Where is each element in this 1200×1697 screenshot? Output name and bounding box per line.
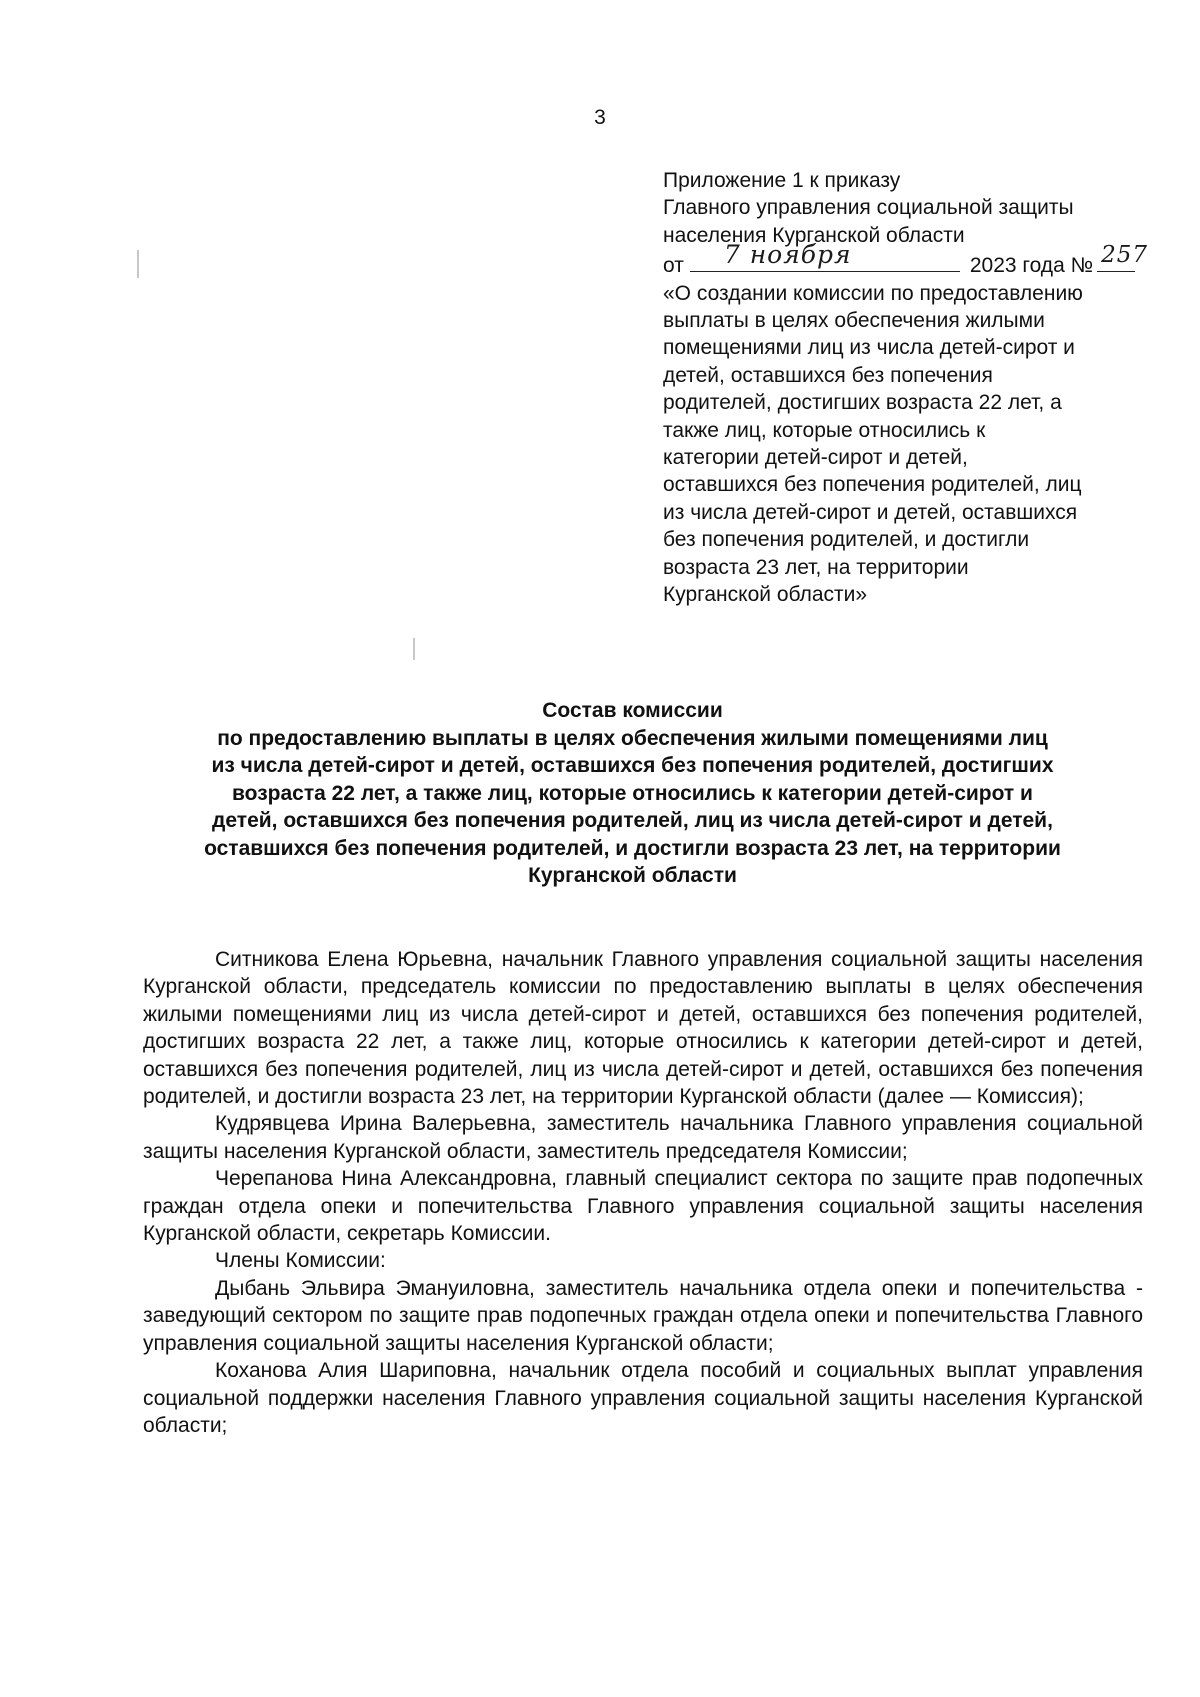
subject-line: без попечения родителей, и достигли	[663, 528, 1030, 552]
scan-artifact	[413, 638, 415, 660]
member-paragraph: Дыбань Эльвира Эмануиловна, заместитель начальника отдела опеки и попечительства - заведующий сектором по защите прав подопечных граждан отдела опеки и попечительства Главного управления социальной защиты населения Курганской области;	[143, 1276, 1143, 1355]
title-line: детей, оставшихся без попечения родителей, лиц из числа детей-сирот и детей,	[212, 809, 1053, 832]
subject-line: «О создании комиссии по предоставлению	[663, 281, 1083, 305]
order-number-field	[1097, 242, 1149, 272]
appendix-header	[663, 167, 1163, 609]
appendix-line: населения Курганской области	[663, 223, 965, 247]
document-title	[120, 697, 1145, 890]
secretary-paragraph: Черепанова Нина Александровна, главный специалист сектора по защите прав подопечных граждан отдела опеки и попечительства Главного управления социальной защиты населения Курганской области, секретарь Комиссии.	[143, 1167, 1143, 1246]
subject-line: оставшихся без попечения родителей, лиц	[663, 473, 1082, 497]
subject-line: помещениями лиц из числа детей-сирот и	[663, 336, 1075, 360]
title-line: оставшихся без попечения родителей, и достигли возраста 23 лет, на территории	[204, 836, 1061, 860]
member-paragraph: Коханова Алия Шариповна, начальник отдела пособий и социальных выплат управления социальной поддержки населения Главного управления социальной защиты населения Курганской области;	[143, 1359, 1143, 1437]
title-line: Курганской области	[528, 864, 737, 887]
subject-line: Курганской области»	[663, 583, 868, 607]
subject-line: также лиц, которые относились к	[663, 418, 986, 442]
subject-line: из числа детей-сирот и детей, оставшихся	[663, 500, 1078, 524]
subject-line: категории детей-сирот и детей,	[663, 446, 968, 470]
year-text: 2023 года №	[969, 254, 1094, 278]
handwritten-date: 7 ноября	[723, 240, 852, 270]
appendix-line: Приложение 1 к приказу	[663, 169, 901, 192]
subject-line: детей, оставшихся без попечения	[663, 363, 993, 387]
chairman-paragraph: Ситникова Елена Юрьевна, начальник Главного управления социальной защиты населения Курганской области, председатель комиссии по предоставлению выплаты в целях обеспечения жилыми помещениями лиц из числа детей-сирот и детей, оставшихся без попечения родителей, достигших возраста 22 лет, а также лиц, которые относились к категории детей-сирот и детей, оставшихся без попечения родителей, лиц из числа детей-сирот и детей, оставшихся без попечения родителей, и достигли возраста 23 лет, на территории Курганской области (далее — Комиссия);	[143, 948, 1143, 1109]
subject-line: выплаты в целях обеспечения жилыми	[663, 309, 1045, 333]
order-date-line	[663, 240, 1163, 279]
scan-artifact	[137, 250, 139, 278]
handwritten-order-number: 257	[1101, 242, 1149, 269]
date-prefix: от	[663, 254, 684, 278]
title-line: из числа детей-сирот и детей, оставшихся без попечения родителей, достигших	[211, 754, 1054, 777]
subject-line: родителей, достигших возраста 22 лет, а	[663, 391, 1062, 415]
commission-members	[143, 946, 1143, 1439]
appendix-line: Главного управления социальной защиты	[663, 196, 1074, 220]
title-line: возраста 22 лет, а также лиц, которые относились к категории детей-сирот и	[232, 781, 1033, 805]
subject-line: возраста 23 лет, на территории	[663, 555, 969, 579]
members-heading: Члены Комиссии:	[215, 1249, 386, 1273]
title-line: по предоставлению выплаты в целях обеспечения жилыми помещениями лиц	[217, 726, 1048, 750]
page-number: 3	[594, 106, 606, 129]
title-line: Состав комиссии	[542, 699, 723, 722]
deputy-paragraph: Кудрявцева Ирина Валерьевна, заместитель начальника Главного управления социальной защиты населения Курганской области, заместитель председателя Комиссии;	[143, 1112, 1143, 1163]
date-field	[690, 240, 960, 272]
